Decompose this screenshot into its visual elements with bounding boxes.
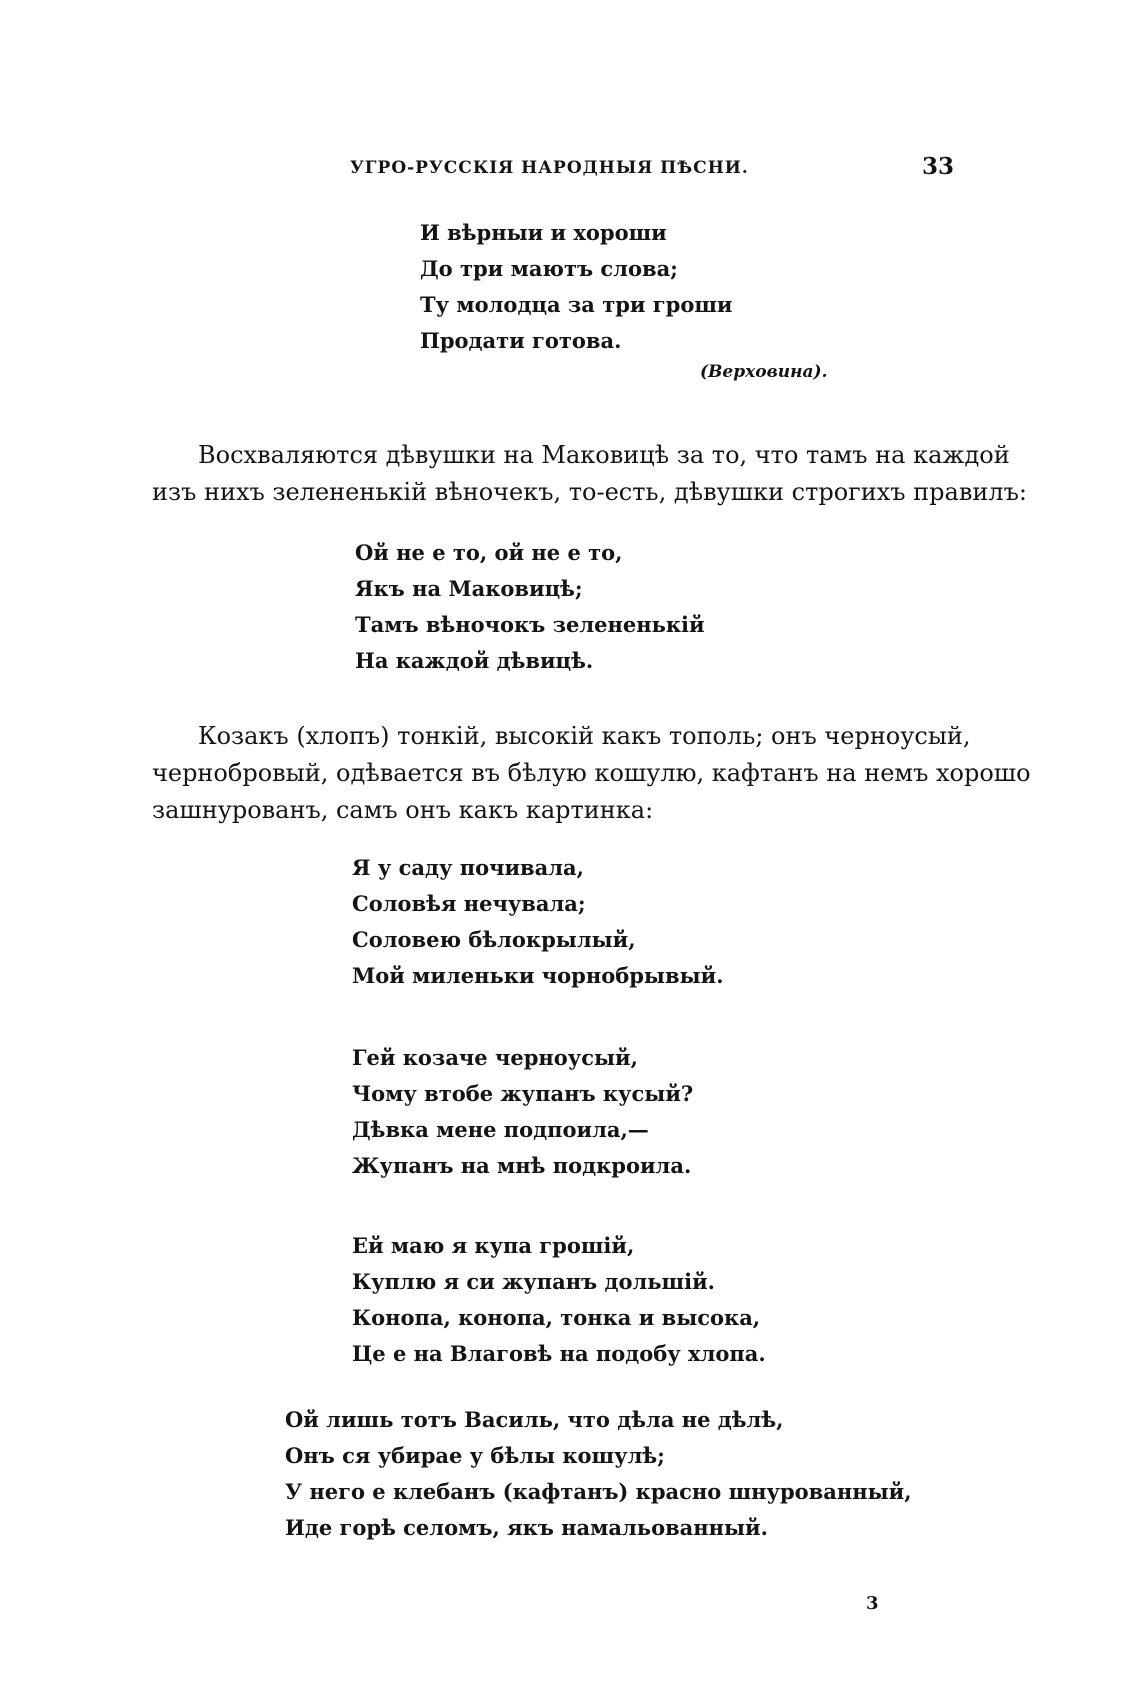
prose-line: Козакъ (хлопъ) тонкій, высокій какъ тополь; онъ черноусый,	[198, 722, 971, 750]
verse-line: Продати готова.	[420, 328, 622, 353]
verse-line: Конопа, конопа, тонка и высока,	[352, 1305, 761, 1330]
verse-line: Це е на Влаговѣ на подобу хлопа.	[352, 1341, 766, 1366]
verse-line: У него е клебанъ (кафтанъ) красно шнурованный,	[285, 1479, 912, 1504]
page-number: 33	[922, 153, 955, 180]
prose-line: Восхваляются дѣвушки на Маковицѣ за то, что тамъ на каждой	[198, 441, 1010, 469]
verse-line: Жупанъ на мнѣ подкроила.	[352, 1153, 692, 1178]
prose-paragraph-1	[152, 437, 1027, 511]
source-attribution: (Верховина).	[700, 362, 828, 382]
verse-line: Якъ на Маковицѣ;	[355, 576, 583, 601]
verse-line: Куплю я си жупанъ дольшій.	[352, 1269, 715, 1294]
prose-line: изъ нихъ зелененькій вѣночекъ, то-есть, дѣвушки строгихъ правилъ:	[152, 478, 1027, 506]
verse-line: И вѣрныи и хороши	[420, 220, 667, 245]
poem-stanza-4	[352, 1040, 693, 1184]
verse-line: На каждой дѣвицѣ.	[355, 648, 594, 673]
verse-line: Я у саду почивала,	[352, 855, 584, 880]
verse-line: Гей козаче черноусый,	[352, 1045, 638, 1070]
poem-stanza-1	[420, 215, 732, 359]
verse-line: Ей маю я купа грошій,	[352, 1233, 635, 1258]
verse-line: Чому втобе жупанъ кусый?	[352, 1081, 694, 1106]
verse-line: Тамъ вѣночокъ зелененькій	[355, 612, 705, 637]
poem-stanza-3	[352, 850, 724, 994]
verse-line: До три маютъ слова;	[420, 256, 678, 281]
verse-line: Соловею бѣлокрылый,	[352, 927, 636, 952]
verse-line: Ой не е то, ой не е то,	[355, 540, 623, 565]
verse-line: Ой лишь тотъ Василь, что дѣла не дѣлѣ,	[285, 1407, 784, 1432]
verse-line: Соловѣя нечувала;	[352, 891, 586, 916]
verse-line: Дѣвка мене подпоила,—	[352, 1117, 649, 1142]
prose-line: чернобровый, одѣвается въ бѣлую кошулю, кафтанъ на немъ хорошо	[152, 759, 1031, 787]
verse-line: Иде горѣ селомъ, якъ намальованный.	[285, 1515, 768, 1540]
verse-line: Онъ ся убирае у бѣлы кошулѣ;	[285, 1443, 665, 1468]
poem-stanza-5	[352, 1228, 766, 1372]
prose-line: зашнурованъ, самъ онъ какъ картинка:	[152, 796, 654, 824]
poem-stanza-6	[285, 1402, 912, 1546]
prose-paragraph-2	[152, 718, 1031, 829]
verse-line: Ту молодца за три гроши	[420, 292, 733, 317]
verse-line: Мой миленьки чорнобрывый.	[352, 963, 724, 988]
running-title: УГРО-РУССКІЯ НАРОДНЫЯ ПѢСНИ.	[350, 158, 749, 178]
poem-stanza-2	[355, 535, 705, 679]
signature-mark: 3	[866, 1593, 879, 1614]
